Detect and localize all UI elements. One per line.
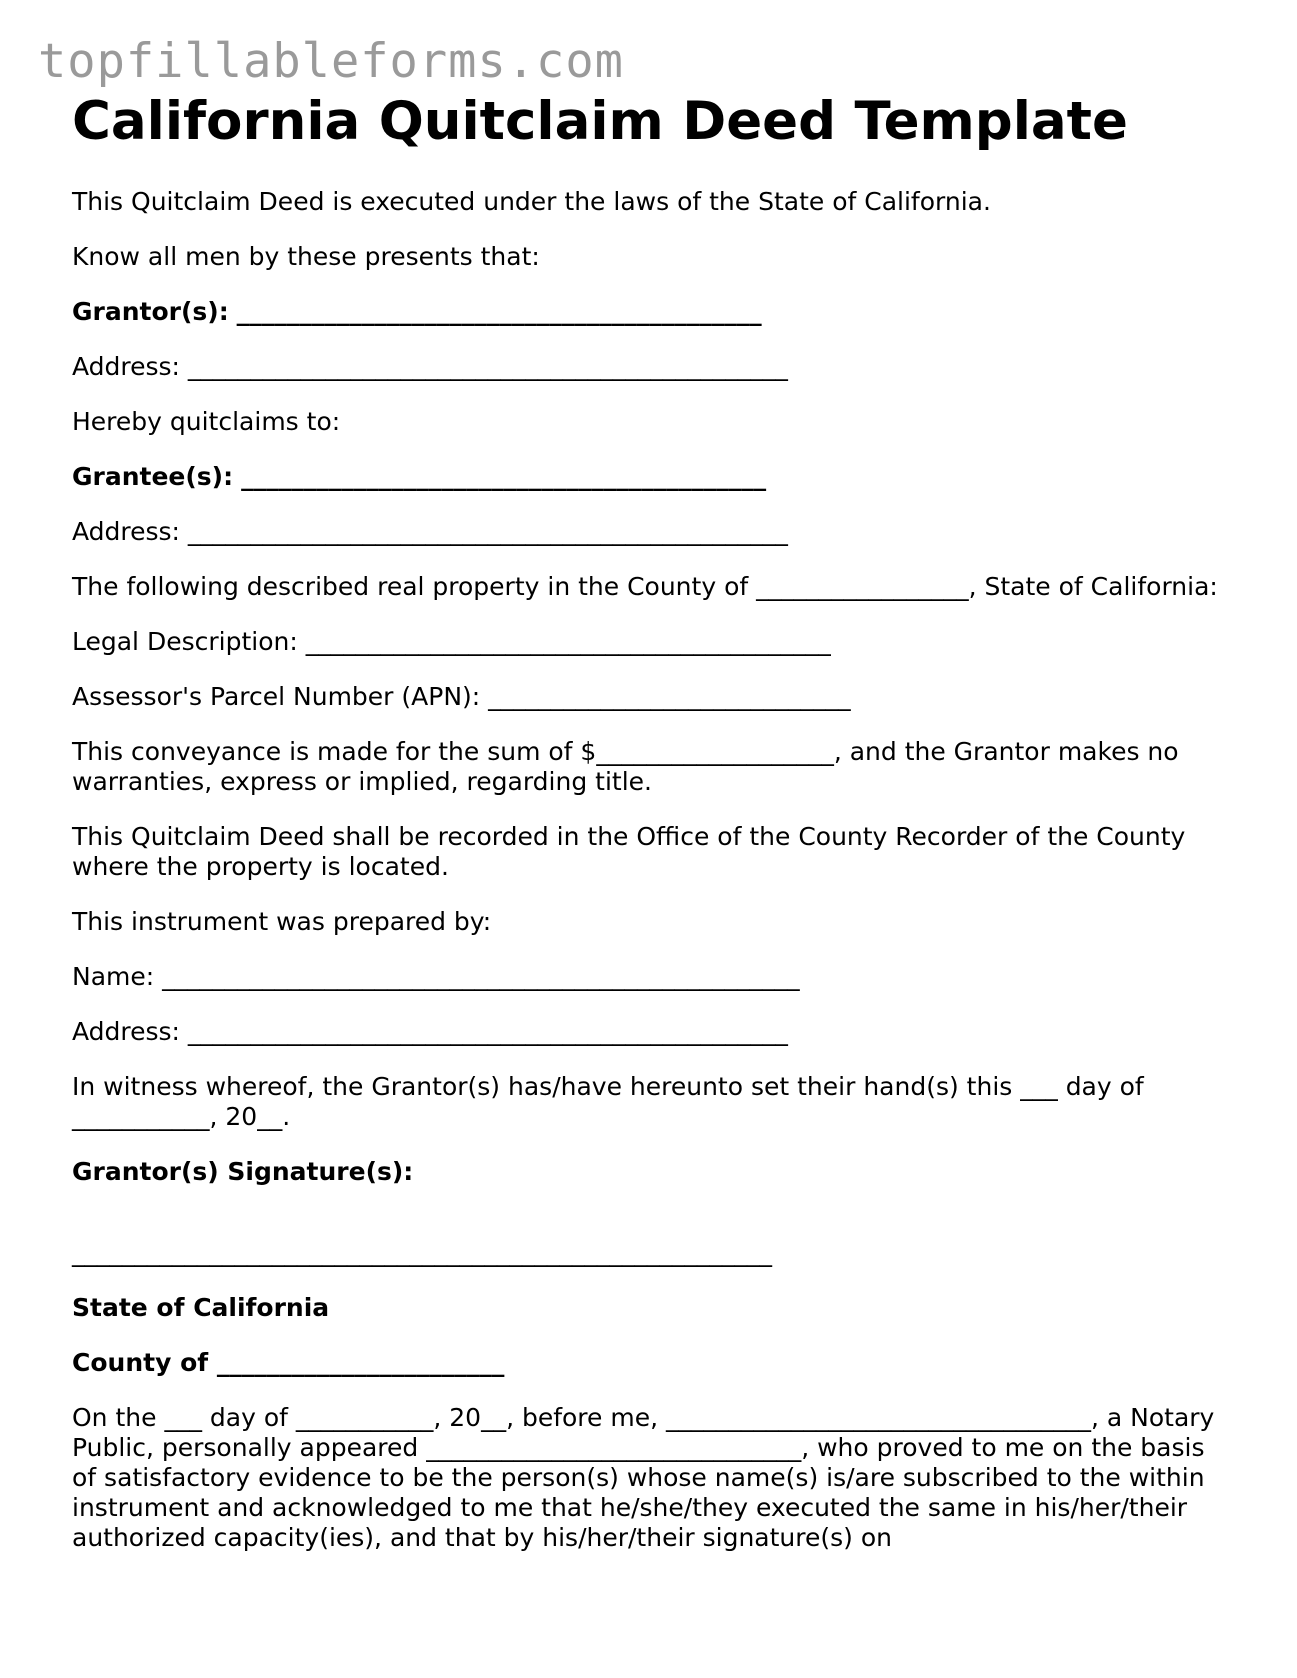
- grantor-address-field[interactable]: Address: ________________________________________________: [72, 351, 788, 381]
- grantee-field: [72, 462, 1222, 492]
- preparer-address-field[interactable]: Address: ________________________________________________: [72, 1016, 788, 1046]
- apn-field[interactable]: Assessor's Parcel Number (APN): _____________________________: [72, 681, 851, 711]
- intro-text: This Quitclaim Deed is executed under the laws of the State of California.: [72, 186, 991, 216]
- state-heading: State of California: [72, 1292, 330, 1322]
- signature-line[interactable]: ________________________________________________________: [72, 1237, 772, 1267]
- notary-text: On the ___ day of ___________, 20__, before me, __________________________________, a Notary Public, personally appeared ______________________________, who proved to me on the basis of satisfactory evidence to be the person(s) whose name(s) is/are subscribed to the within instrument and acknowledged to me that he/she/they executed the same in his/her/their authorized capacity(ies), and that by his/her/their signature(s) on: [72, 1402, 1215, 1552]
- document-page: [72, 92, 1222, 1578]
- know-all-text: Know all men by these presents that:: [72, 241, 540, 271]
- hereby-text: Hereby quitclaims to:: [72, 406, 341, 436]
- legal-description-field[interactable]: Legal Description: __________________________________________: [72, 626, 831, 656]
- preparer-name-field[interactable]: Name: ___________________________________________________: [72, 961, 800, 991]
- grantor-label: Grantor(s):: [72, 296, 229, 326]
- watermark: topfillableforms.com: [38, 34, 624, 89]
- grantor-field: [72, 297, 1222, 327]
- prepared-by-text: This instrument was prepared by:: [72, 906, 492, 936]
- conveyance-text: This conveyance is made for the sum of $___________________, and the Grantor makes no warranties, express or implied, regarding title.: [72, 736, 1179, 796]
- county-field[interactable]: County of _______________________: [72, 1347, 505, 1377]
- grantee-blank[interactable]: __________________________________________: [241, 461, 767, 491]
- recorded-text: This Quitclaim Deed shall be recorded in the Office of the County Recorder of the County where the property is located.: [72, 821, 1186, 881]
- grantee-label: Grantee(s):: [72, 461, 234, 491]
- witness-text: In witness whereof, the Grantor(s) has/have hereunto set their hand(s) this ___ day of ___________, 20__.: [72, 1071, 1144, 1131]
- signature-label: Grantor(s) Signature(s):: [72, 1156, 414, 1186]
- grantor-blank[interactable]: __________________________________________: [236, 296, 762, 326]
- document-title: California Quitclaim Deed Template: [72, 91, 1128, 152]
- grantee-address-field[interactable]: Address: ________________________________________________: [72, 516, 788, 546]
- property-text: The following described real property in the County of _________________, State of California:: [72, 571, 1218, 601]
